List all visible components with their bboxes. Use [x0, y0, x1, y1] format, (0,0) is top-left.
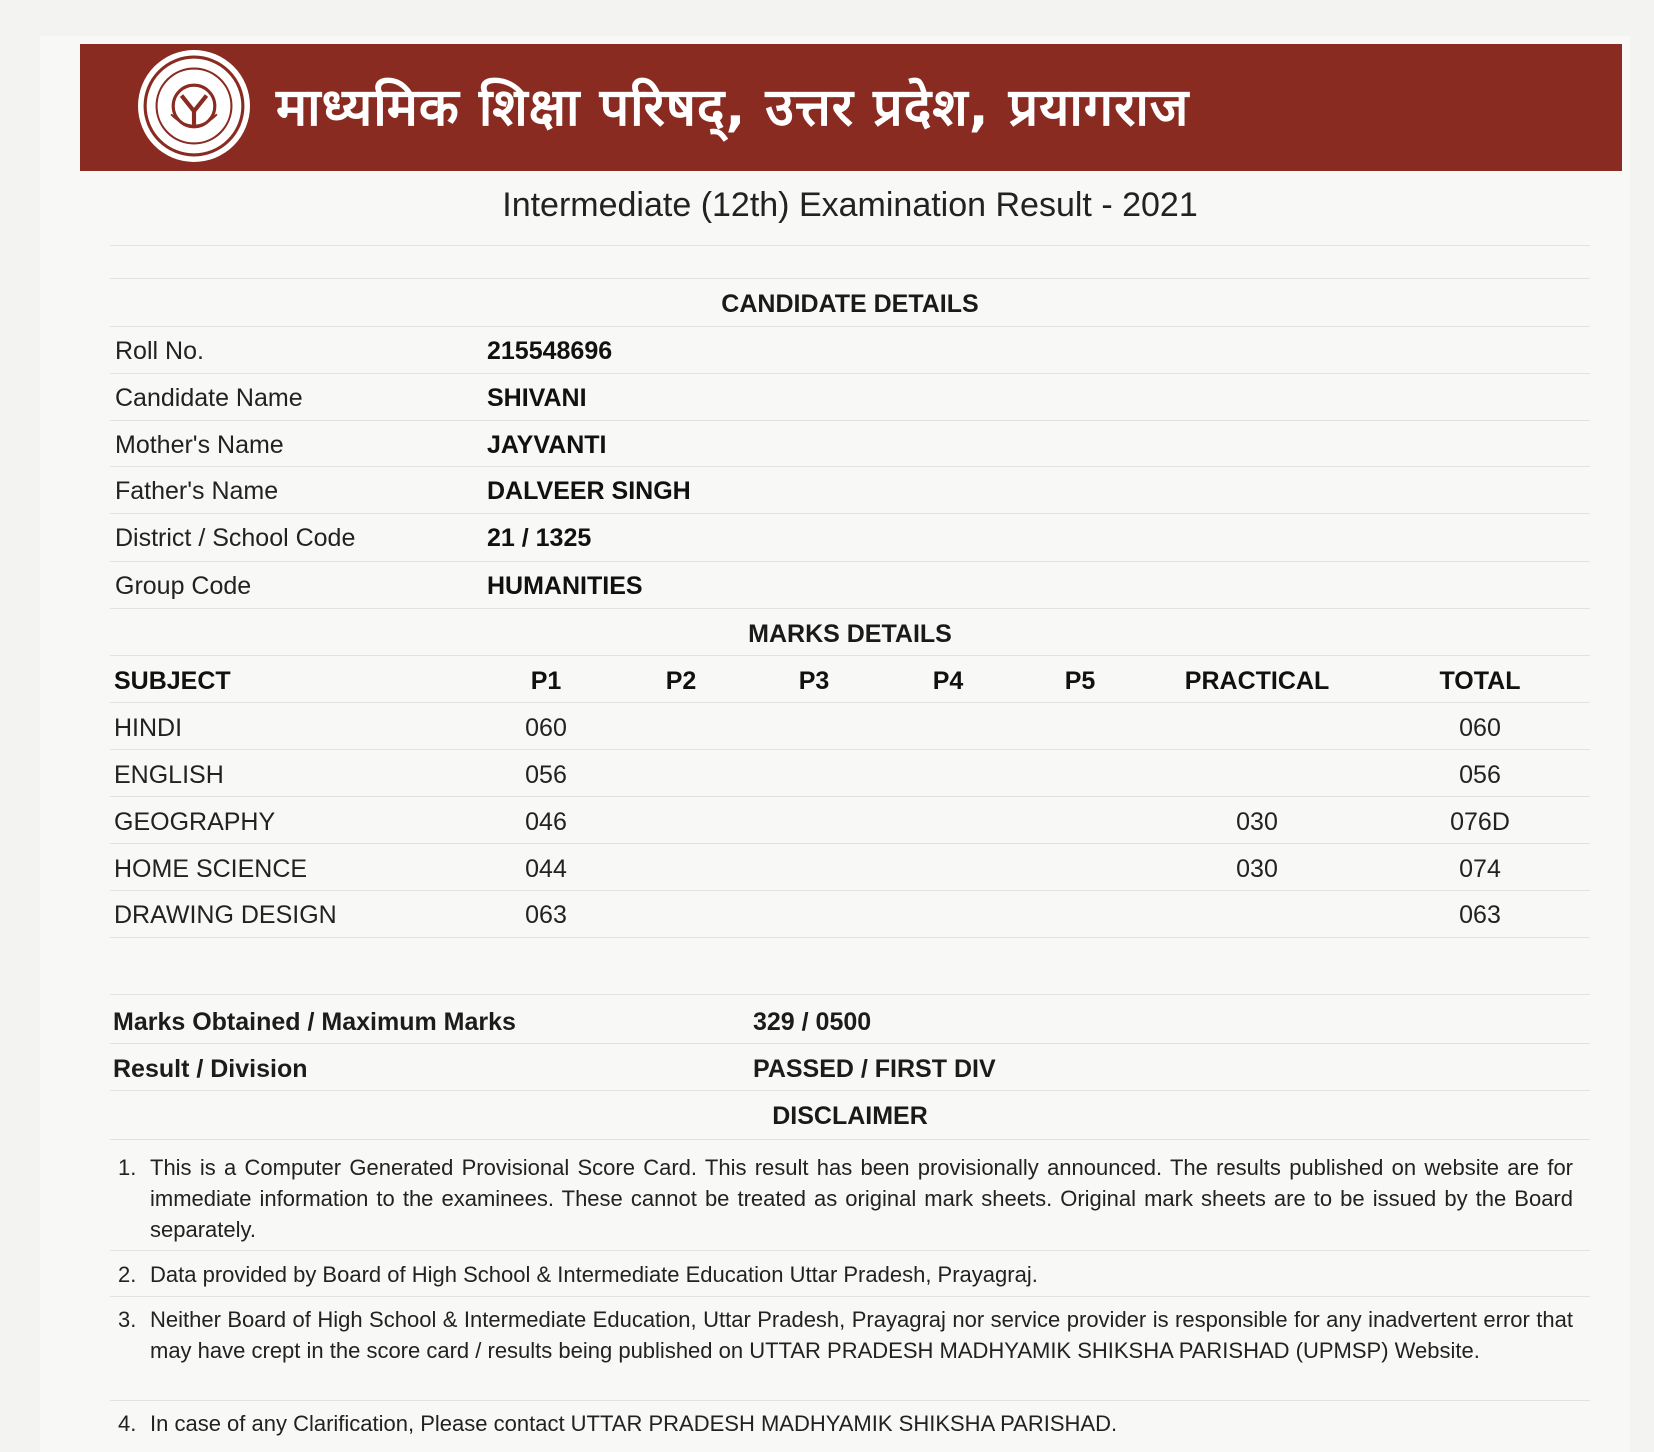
board-title: माध्यमिक शिक्षा परिषद्, उत्तर प्रदेश, प्रयागराज — [276, 78, 1190, 138]
divider — [110, 1139, 1590, 1140]
divider — [110, 843, 1590, 844]
divider — [110, 466, 1590, 467]
col-p1: P1 — [530, 667, 562, 695]
group-code-value: HUMANITIES — [487, 572, 643, 600]
district-school-value: 21 / 1325 — [487, 524, 592, 552]
total-cell: 076D — [1450, 808, 1510, 836]
divider — [110, 937, 1590, 938]
practical-cell: 030 — [1236, 808, 1278, 836]
subject-cell: HINDI — [114, 714, 183, 742]
col-subject: SUBJECT — [114, 667, 231, 695]
marks-obtained-value: 329 / 0500 — [753, 1008, 872, 1036]
subject-cell: GEOGRAPHY — [114, 808, 276, 836]
disclaimer-text: Neither Board of High School & Intermediate Education, Uttar Pradesh, Prayagraj nor service provider is responsible for any inadvertent error that may have crept in the score card / results being published on UTTAR PRADESH MADHYAMIK SHIKSHA PARISHAD (UPMSP) Website. — [150, 1307, 1573, 1363]
divider — [110, 1250, 1590, 1251]
candidate-name-value: SHIVANI — [487, 384, 587, 412]
total-cell: 060 — [1459, 714, 1501, 742]
disclaimer-item — [118, 1259, 1573, 1290]
p1-cell: 063 — [525, 901, 567, 929]
father-name-value: DALVEER SINGH — [487, 477, 691, 505]
group-code-label: Group Code — [115, 572, 252, 600]
practical-cell: 030 — [1236, 855, 1278, 883]
result-division-value: PASSED / FIRST DIV — [753, 1055, 996, 1083]
disclaimer-item — [118, 1304, 1573, 1366]
divider — [110, 326, 1590, 327]
divider — [110, 994, 1590, 995]
candidate-details-heading: CANDIDATE DETAILS — [721, 290, 979, 318]
exam-title: Intermediate (12th) Examination Result - 2021 — [502, 186, 1198, 224]
disclaimer-number: 1. — [118, 1155, 137, 1180]
divider — [110, 1090, 1590, 1091]
divider — [110, 796, 1590, 797]
divider — [110, 513, 1590, 514]
divider — [110, 245, 1590, 246]
divider — [110, 420, 1590, 421]
result-division-label: Result / Division — [113, 1055, 308, 1083]
roll-no-label: Roll No. — [115, 337, 204, 365]
total-cell: 056 — [1459, 761, 1501, 789]
divider — [110, 1400, 1590, 1401]
disclaimer-text: This is a Computer Generated Provisional Score Card. This result has been provisionally announced. The results published on website are for immediate information to the examinees. These cannot be treated as original mark sheets. Original mark sheets are to be issued by the Board separately. — [150, 1155, 1573, 1242]
divider — [110, 749, 1590, 750]
col-practical: PRACTICAL — [1184, 667, 1330, 695]
subject-cell: ENGLISH — [114, 761, 224, 789]
p1-cell: 044 — [525, 855, 567, 883]
total-cell: 074 — [1459, 855, 1501, 883]
col-p3: P3 — [798, 667, 830, 695]
p1-cell: 060 — [525, 714, 567, 742]
mother-name-label: Mother's Name — [115, 431, 284, 459]
roll-no-value: 215548696 — [487, 337, 613, 365]
divider — [110, 655, 1590, 656]
divider — [110, 702, 1590, 703]
subject-cell: DRAWING DESIGN — [114, 901, 337, 929]
candidate-name-label: Candidate Name — [115, 384, 303, 412]
disclaimer-number: 2. — [118, 1262, 137, 1287]
board-seal-icon — [138, 50, 250, 162]
divider — [110, 278, 1590, 279]
subject-cell: HOME SCIENCE — [114, 855, 308, 883]
col-total: TOTAL — [1439, 667, 1521, 695]
divider — [110, 1296, 1590, 1297]
divider — [110, 373, 1590, 374]
p1-cell: 046 — [525, 808, 567, 836]
divider — [110, 561, 1590, 562]
p1-cell: 056 — [525, 761, 567, 789]
divider — [110, 1043, 1590, 1044]
marks-details-heading: MARKS DETAILS — [748, 620, 952, 648]
disclaimer-heading: DISCLAIMER — [772, 1102, 928, 1130]
total-cell: 063 — [1459, 901, 1501, 929]
disclaimer-item — [118, 1408, 1573, 1439]
disclaimer-number: 3. — [118, 1307, 137, 1332]
father-name-label: Father's Name — [115, 477, 279, 505]
col-p5: P5 — [1064, 667, 1096, 695]
mother-name-value: JAYVANTI — [487, 431, 607, 459]
col-p4: P4 — [932, 667, 964, 695]
disclaimer-number: 4. — [118, 1411, 137, 1436]
disclaimer-text: In case of any Clarification, Please contact UTTAR PRADESH MADHYAMIK SHIKSHA PARISHAD. — [150, 1411, 1118, 1436]
divider — [110, 890, 1590, 891]
disclaimer-item — [118, 1152, 1573, 1245]
divider — [110, 608, 1590, 609]
col-p2: P2 — [665, 667, 697, 695]
district-school-label: District / School Code — [115, 524, 356, 552]
marks-obtained-label: Marks Obtained / Maximum Marks — [113, 1008, 516, 1036]
disclaimer-text: Data provided by Board of High School & Intermediate Education Uttar Pradesh, Prayagraj. — [150, 1262, 1038, 1287]
